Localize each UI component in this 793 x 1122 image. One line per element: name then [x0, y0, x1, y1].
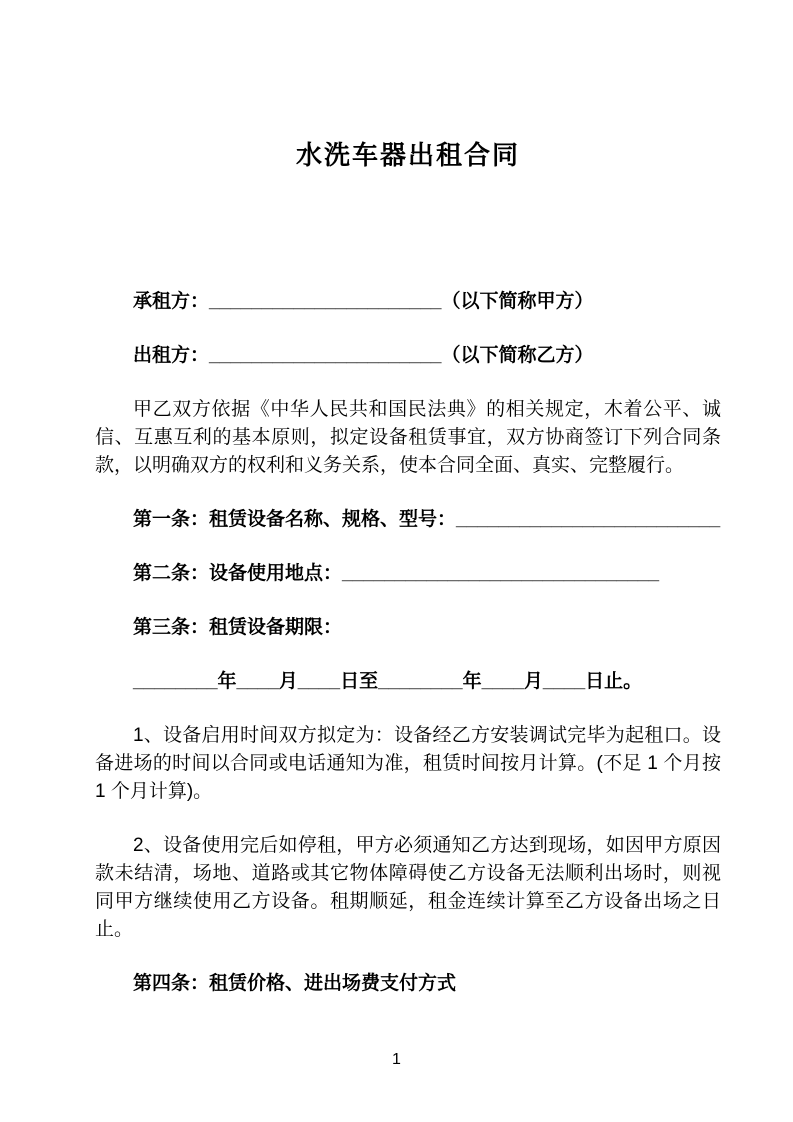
clause-3-item-2: 2、设备使用完后如停租，甲方必须通知乙方达到现场，如因甲方原因款未结清，场地、道路或其它物体障碍使乙方设备无法顺利出场时，则视同甲方继续使用乙方设备。租期顺延，租金连续计算至乙方设备出场之日止。: [95, 835, 721, 940]
lessee-line: [95, 288, 721, 316]
lessor-suffix: （以下简称乙方）: [441, 345, 594, 366]
lessor-line: [95, 342, 721, 370]
lessor-blank: ______________________: [209, 345, 442, 366]
clause-1-blank: _________________________: [456, 509, 721, 530]
clause-3-item-1: 1、设备启用时间双方拟定为：设备经乙方安装调试完毕为起租口。设备进场的时间以合同或电话通知为准，租赁时间按月计算。(不足 1 个月按 1 个月计算)。: [95, 725, 721, 802]
page-number: 1: [392, 1051, 401, 1068]
preamble-paragraph: 甲乙双方依据《中华人民共和国民法典》的相关规定，木着公平、诚信、互惠互利的基本原则，拟定设备租赁事宜，双方协商签订下列合同条款，以明确双方的权利和义务关系，使本合同全面、真实、完整履行。: [95, 399, 721, 476]
clause-2-blank: ______________________________: [342, 563, 660, 584]
lessee-suffix: （以下简称甲方）: [441, 291, 594, 312]
clause-1-line: [95, 506, 721, 534]
clause-4-heading: 第四条：租赁价格、进出场费支付方式: [133, 973, 457, 994]
clause-2-line: [95, 560, 721, 588]
clause-3-heading: 第三条：租赁设备期限：: [133, 617, 343, 638]
clause-3-date-line: ________年____月____日至________年____月____日止。: [133, 671, 643, 692]
document-title: 水洗车器出租合同: [295, 140, 520, 170]
clause-1-label: 第一条：租赁设备名称、规格、型号：: [133, 509, 457, 530]
clause-2-label: 第二条：设备使用地点：: [133, 563, 343, 584]
lessee-label: 承租方：: [133, 291, 210, 312]
lessor-label: 出租方：: [133, 345, 210, 366]
contract-body: [95, 0, 721, 998]
lessee-blank: ______________________: [209, 291, 442, 312]
